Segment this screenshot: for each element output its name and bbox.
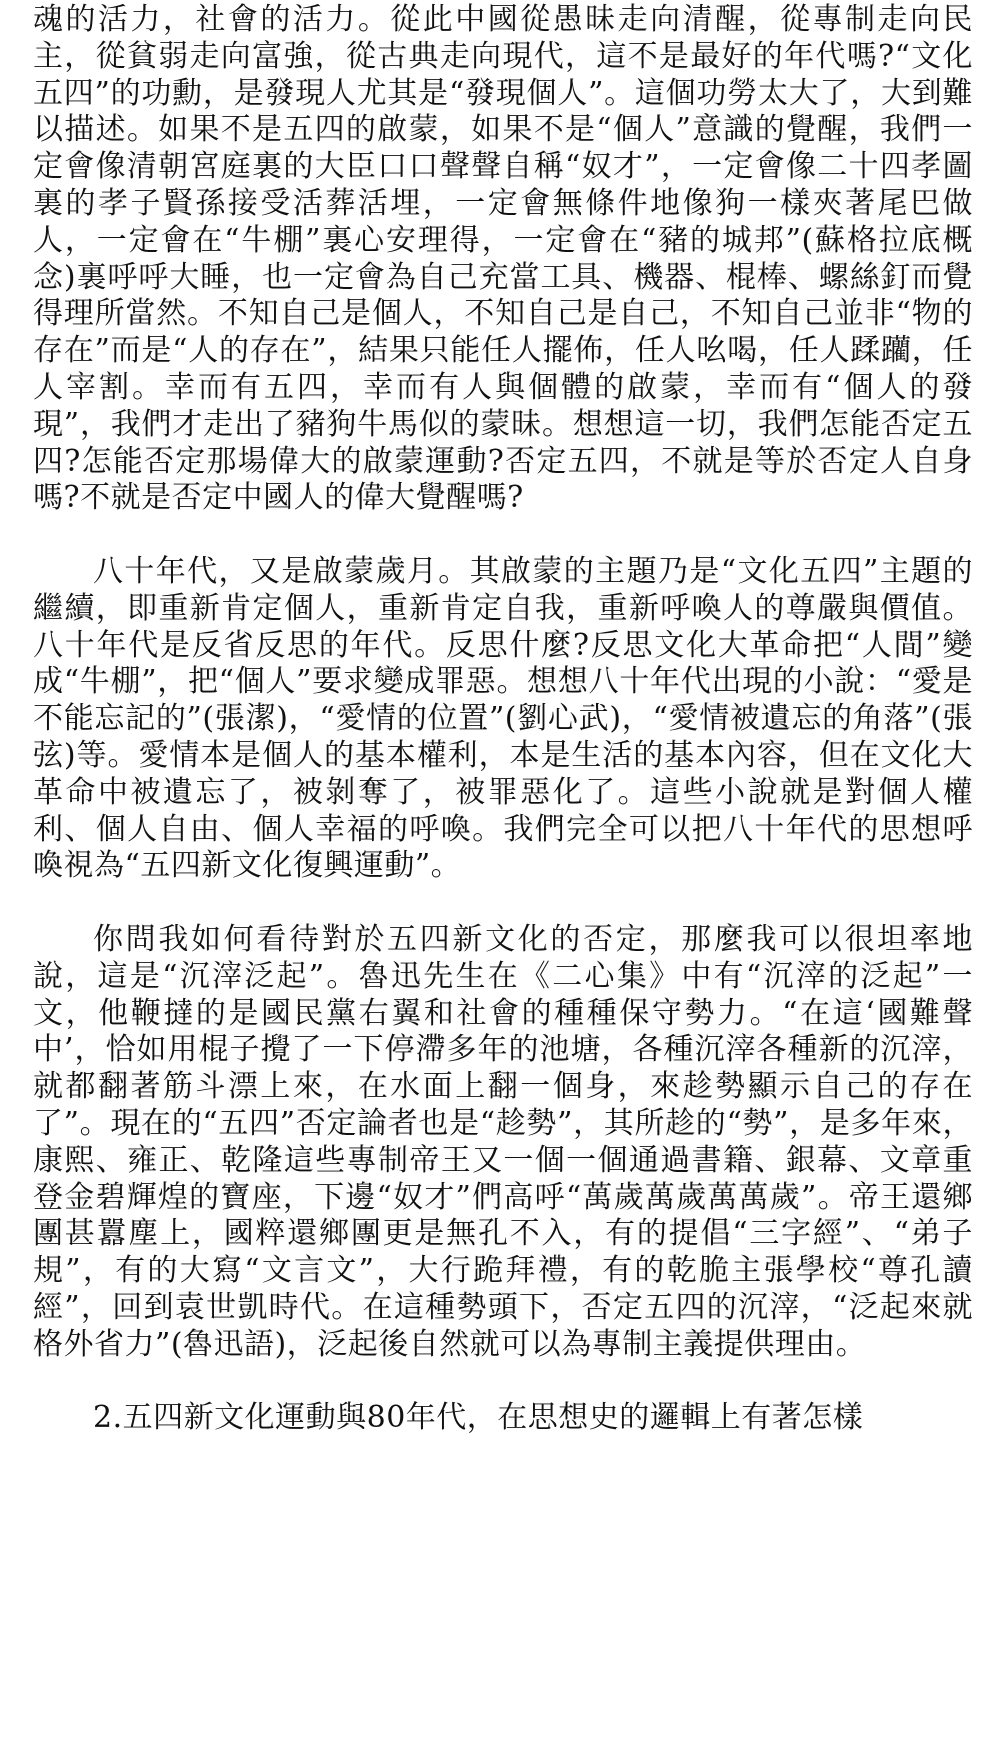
paragraph-spacer — [33, 885, 973, 922]
paragraph-spacer — [33, 1363, 973, 1400]
paragraph-3: 你問我如何看待對於五四新文化的否定，那麼我可以很坦率地說，這是“沉滓泛起”。魯迅先生在《二心集》中有“沉滓的泛起”一文，他鞭撻的是國民黨右翼和社會的種種保守勢力。“在這‘國難聲中’，恰如用棍子攪了一下停滯多年的池塘，各種沉滓各種新的沉滓，就都翻著筋斗漂上來，在水面上翻一個身，來趁勢顯示自己的存在了”。現在的“五四”否定論者也是“趁勢”，其所趁的“勢”，是多年來，康熙、雍正、乾隆這些專制帝王又一個一個通過書籍、銀幕、文章重登金碧輝煌的寶座，下邊“奴才”們高呼“萬歲萬歲萬萬歲”。帝王還鄉團甚囂塵上，國粹還鄉團更是無孔不入，有的提倡“三字經”、“弟子規”，有的大寫“文言文”，大行跪拜禮，有的乾脆主張學校“尊孔讀經”，回到袁世凱時代。在這種勢頭下，否定五四的沉滓，“泛起來就格外省力”(魯迅語)，泛起後自然就可以為專制主義提供理由。 — [33, 921, 973, 1362]
paragraph-2: 八十年代，又是啟蒙歲月。其啟蒙的主題乃是“文化五四”主題的繼續，即重新肯定個人，重新肯定自我，重新呼喚人的尊嚴與價值。八十年代是反省反思的年代。反思什麼?反思文化大革命把“人間”變成“牛棚”，把“個人”要求變成罪惡。想想八十年代出現的小說：“愛是不能忘記的”(張潔)，“愛情的位置”(劉心武)，“愛情被遺忘的角落”(張弦)等。愛情本是個人的基本權利，本是生活的基本內容，但在文化大革命中被遺忘了，被剝奪了，被罪惡化了。這些小說就是對個人權利、個人自由、個人幸福的呼喚。我們完全可以把八十年代的思想呼喚視為“五四新文化復興運動”。 — [33, 553, 973, 884]
paragraph-spacer — [33, 517, 973, 554]
document-page — [33, 2, 973, 1437]
paragraph-1: 魂的活力，社會的活力。從此中國從愚昧走向清醒，從專制走向民主，從貧弱走向富強，從古典走向現代，這不是最好的年代嗎?“文化五四”的功勳，是發現人尤其是“發現個人”。這個功勞太大了，大到難以描述。如果不是五四的啟蒙，如果不是“個人”意識的覺醒，我們一定會像清朝宮庭裏的大臣口口聲聲自稱“奴才”，一定會像二十四孝圖裏的孝子賢孫接受活葬活埋，一定會無條件地像狗一樣夾著尾巴做人，一定會在“牛棚”裏心安理得，一定會在“豬的城邦”(蘇格拉底概念)裏呼呼大睡，也一定會為自己充當工具、機器、棍棒、螺絲釘而覺得理所當然。不知自己是個人，不知自己是自己，不知自己並非“物的存在”而是“人的存在”，結果只能任人擺佈，任人吆喝，任人蹂躪，任人宰割。幸而有五四，幸而有人與個體的啟蒙，幸而有“個人的發現”，我們才走出了豬狗牛馬似的蒙昧。想想這一切，我們怎能否定五四?怎能否定那場偉大的啟蒙運動?否定五四，不就是等於否定人自身嗎?不就是否定中國人的偉大覺醒嗎? — [33, 2, 973, 516]
question-heading: 2.五四新文化運動與80年代，在思想史的邏輯上有著怎樣 — [93, 1400, 864, 1436]
